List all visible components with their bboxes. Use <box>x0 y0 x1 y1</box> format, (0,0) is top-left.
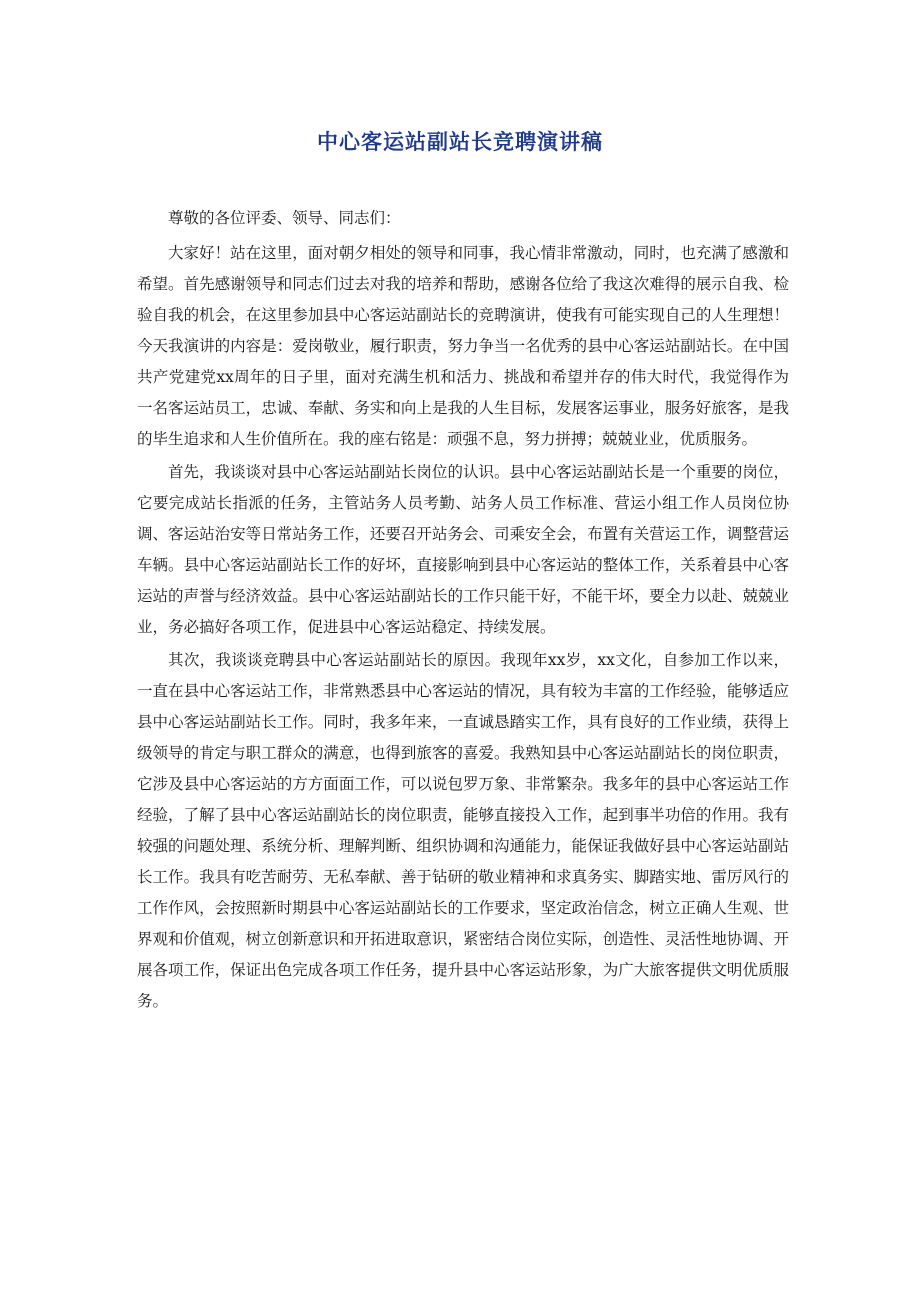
salutation: 尊敬的各位评委、领导、同志们： <box>168 209 401 227</box>
paragraph-intro: 大家好！站在这里，面对朝夕相处的领导和同事，我心情非常激动，同时，也充满了感激和希望。首先感谢领导和同志们过去对我的培养和帮助，感谢各位给了我这次难得的展示自我、检验自我的机会，在这里参加县中心客运站副站长的竞聘演讲，使我有可能实现自己的人生理想！今天我演讲的内容是：爱岗敬业，履行职责，努力争当一名优秀的县中心客运站副站长。在中国共产党建党xx周年的日子里，面对充满生机和活力、挑战和希望并存的伟大时代，我觉得作为一名客运站员工，忠诚、奉献、务实和向上是我的人生目标，发展客运事业，服务好旅客，是我的毕生追求和人生价值所在。我的座右铭是：顽强不息，努力拼搏；兢兢业业，优质服务。 <box>137 244 789 448</box>
document-body <box>137 203 789 1019</box>
paragraph-reasons: 其次，我谈谈竞聘县中心客运站副站长的原因。我现年xx岁，xx文化，自参加工作以来，一直在县中心客运站工作，非常熟悉县中心客运站的情况，具有较为丰富的工作经验，能够适应县中心客运站副站长工作。同时，我多年来，一直诚恳踏实工作，具有良好的工作业绩，获得上级领导的肯定与职工群众的满意，也得到旅客的喜爱。我熟知县中心客运站副站长的岗位职责，它涉及县中心客运站的方方面面工作，可以说包罗万象、非常繁杂。我多年的县中心客运站工作经验，了解了县中心客运站副站长的岗位职责，能够直接投入工作，起到事半功倍的作用。我有较强的问题处理、系统分析、理解判断、组织协调和沟通能力，能保证我做好县中心客运站副站长工作。我具有吃苦耐劳、无私奉献、善于钻研的敬业精神和求真务实、脚踏实地、雷厉风行的工作作风，会按照新时期县中心客运站副站长的工作要求，坚定政治信念，树立正确人生观、世界观和价值观，树立创新意识和开拓进取意识，紧密结合岗位实际，创造性、灵活性地协调、开展各项工作，保证出色完成各项工作任务，提升县中心客运站形象，为广大旅客提供文明优质服务。 <box>137 651 789 1010</box>
document-title: 中心客运站副站长竞聘演讲稿 <box>317 129 603 154</box>
paragraph-role-understanding: 首先，我谈谈对县中心客运站副站长岗位的认识。县中心客运站副站长是一个重要的岗位，它要完成站长指派的任务，主管站务人员考勤、站务人员工作标准、营运小组工作人员岗位协调、客运站治安等日常站务工作，还要召开站务会、司乘安全会，布置有关营运工作，调整营运车辆。县中心客运站副站长工作的好坏，直接影响到县中心客运站的整体工作，关系着县中心客运站的声誉与经济效益。县中心客运站副站长的工作只能干好，不能干坏，要全力以赴、兢兢业业，务必搞好各项工作，促进县中心客运站稳定、持续发展。 <box>137 463 789 636</box>
